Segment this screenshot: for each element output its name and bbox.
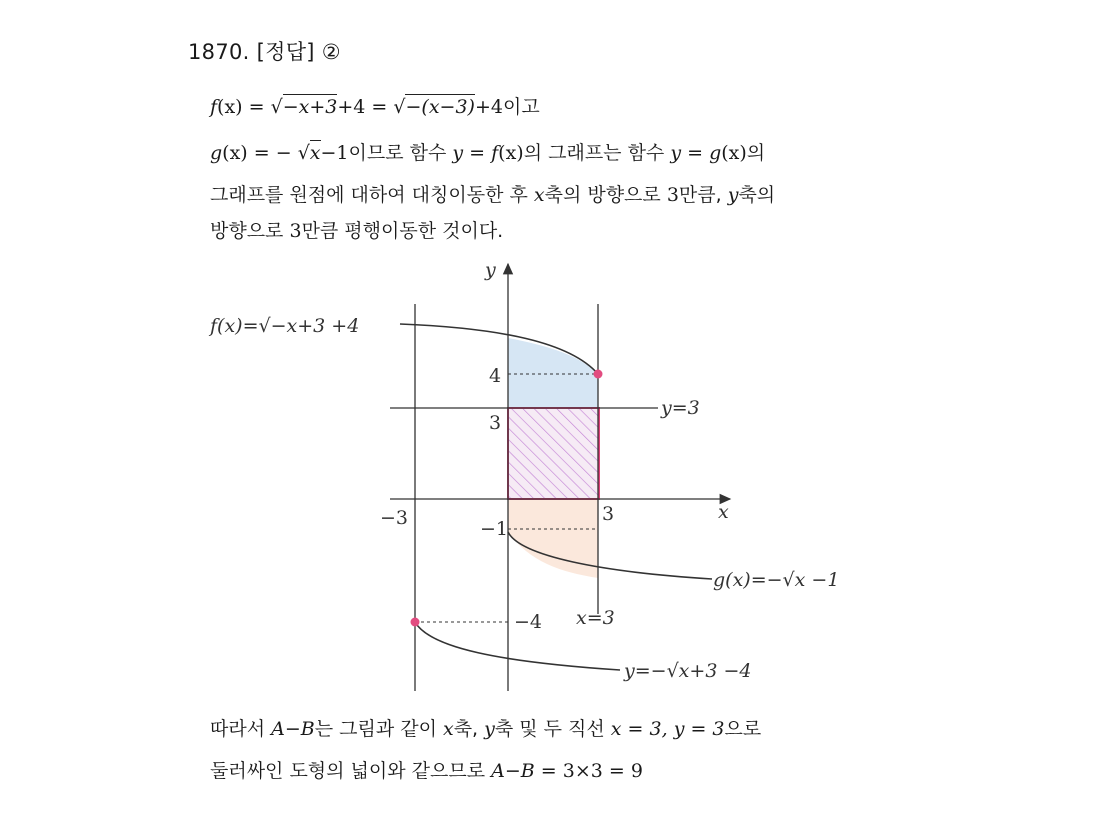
tick-x3: 3 — [602, 503, 615, 525]
point-minus3-minus4 — [411, 618, 420, 627]
axis-y-label: y — [485, 259, 496, 281]
peach-region — [508, 499, 598, 578]
radicand-2: −(x−3) — [405, 96, 475, 118]
tick-3: 3 — [489, 412, 502, 434]
answer-label: [정답] ② — [256, 40, 341, 64]
explanation-line-4: 방향으로 3만큼 평행이동한 것이다. — [210, 220, 504, 242]
blue-region — [508, 338, 598, 408]
tick-minus3: −3 — [380, 507, 409, 529]
tick-4: 4 — [489, 365, 502, 387]
axis-x-label: x — [718, 501, 729, 523]
conclusion-line-2: 둘러싸인 도형의 넓이와 같으므로 A−B = 3×3 = 9 — [210, 760, 643, 782]
problem-header — [188, 36, 341, 66]
label-h: y=−√x+3 −4 — [624, 660, 752, 682]
point-3-4 — [594, 370, 603, 379]
equation-f: f(x) = √−x+3+4 = √−(x−3)+4이고 — [210, 96, 540, 118]
problem-number: 1870. — [188, 40, 250, 64]
label-x3: x=3 — [576, 607, 615, 629]
tick-minus1: −1 — [480, 518, 509, 540]
hatched-square — [508, 408, 599, 499]
conclusion-line-1: 따라서 A−B는 그림과 같이 x축, y축 및 두 직선 x = 3, y = 3으로 — [210, 718, 762, 740]
explanation-line-3: 그래프를 원점에 대하여 대칭이동한 후 x축의 방향으로 3만큼, y축의 — [210, 184, 776, 206]
function-graph — [200, 256, 900, 696]
tick-minus4: −4 — [514, 611, 543, 633]
equation-g: g(x) = − √x−1이므로 함수 y = f(x)의 그래프는 함수 y = g(x)의 — [210, 142, 766, 164]
label-y3: y=3 — [661, 397, 700, 419]
label-g: g(x)=−√x −1 — [713, 569, 840, 591]
label-f: f(x)=√−x+3 +4 — [210, 315, 360, 337]
radicand-1: −x+3 — [282, 96, 338, 118]
